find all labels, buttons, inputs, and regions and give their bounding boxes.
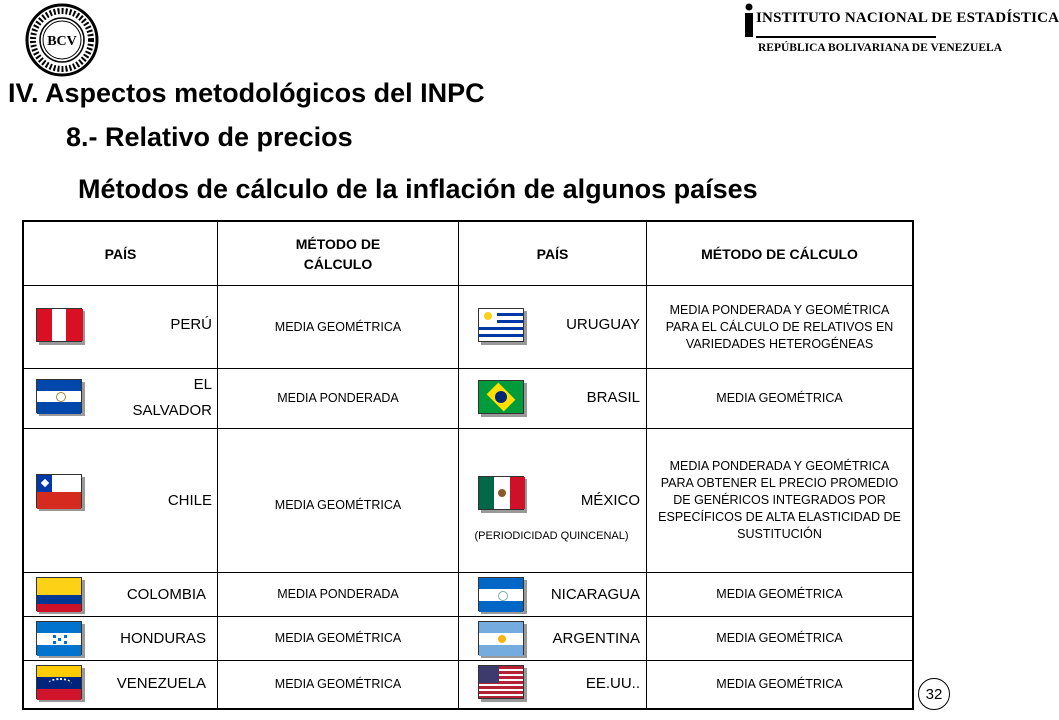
country-name: MÉXICO xyxy=(580,492,640,509)
argentina-flag-icon xyxy=(478,621,524,655)
method-value: MEDIA GEOMÉTRICA xyxy=(274,631,402,645)
nicaragua-flag-icon xyxy=(478,577,524,611)
header-country-2: PAÍS xyxy=(536,245,569,262)
section-title: 8.- Relativo de precios xyxy=(66,122,353,152)
venezuela-flag-icon xyxy=(36,665,82,699)
periodicity-note: (PERIODICIDAD QUINCENAL) xyxy=(474,530,629,542)
method-value: MEDIA PONDERADA Y GEOMÉTRICA PARA EL CÁLCULO DE RELATIVOS EN VARIEDADES HETEROGÉNEAS xyxy=(665,302,894,351)
country-name: COLOMBIA xyxy=(126,586,206,603)
bcv-logo-text: BCV xyxy=(47,34,77,49)
brazil-flag-icon xyxy=(478,380,524,414)
ine-divider xyxy=(756,36,936,38)
method-value: MEDIA GEOMÉTRICA xyxy=(716,677,843,691)
method-value: MEDIA PONDERADA Y GEOMÉTRICA PARA OBTENER EL PRECIO PROMEDIO DE GENÉRICOS INTEGRADOS POR ESPECÍFICOS DE ALTA ELASTICIDAD DE SUSTITUCIÓN xyxy=(658,459,901,541)
country-name: HONDURAS xyxy=(120,630,206,647)
country-name: NICARAGUA xyxy=(550,586,640,603)
method-value: MEDIA GEOMÉTRICA xyxy=(274,319,402,334)
honduras-flag-icon xyxy=(36,621,82,655)
method-value: MEDIA PONDERADA xyxy=(277,391,399,405)
country-name: EL SALVADOR xyxy=(132,376,212,419)
method-value: MEDIA GEOMÉTRICA xyxy=(716,587,843,601)
peru-flag-icon xyxy=(36,308,82,342)
ine-logo xyxy=(740,2,1059,68)
page-number: 32 xyxy=(918,678,950,710)
method-value: MEDIA GEOMÉTRICA xyxy=(274,677,402,691)
country-name: URUGUAY xyxy=(566,316,640,333)
page-title: IV. Aspectos metodológicos del INPC xyxy=(8,78,485,108)
table-title: Métodos de cálculo de la inflación de algunos países xyxy=(78,174,758,204)
method-value: MEDIA GEOMÉTRICA xyxy=(716,631,843,645)
country-name: BRASIL xyxy=(586,389,640,406)
method-value: MEDIA PONDERADA xyxy=(277,587,399,601)
method-value: MEDIA GEOMÉTRICA xyxy=(716,391,843,405)
country-name: EE.UU.. xyxy=(585,675,640,692)
mexico-flag-icon xyxy=(478,476,524,510)
inflation-methods-table xyxy=(22,220,914,710)
country-name: VENEZUELA xyxy=(116,675,206,692)
method-value: MEDIA GEOMÉTRICA xyxy=(274,498,402,512)
country-name: CHILE xyxy=(167,492,212,509)
chile-flag-icon xyxy=(36,474,82,508)
ine-name: INSTITUTO NACIONAL DE ESTADÍSTICA xyxy=(756,10,1059,26)
uruguay-flag-icon xyxy=(478,308,524,342)
header-country-1: PAÍS xyxy=(104,245,137,262)
header-method-2: MÉTODO DE CÁLCULO xyxy=(701,245,858,262)
country-name: PERÚ xyxy=(170,316,212,333)
usa-flag-icon xyxy=(478,665,524,699)
bcv-logo xyxy=(24,2,100,78)
country-name: ARGENTINA xyxy=(552,630,640,647)
ine-country: REPÚBLICA BOLIVARIANA DE VENEZUELA xyxy=(758,42,1003,54)
el-salvador-flag-icon xyxy=(36,379,82,413)
colombia-flag-icon xyxy=(36,577,82,611)
header-method-1: MÉTODO DE CÁLCULO xyxy=(295,235,381,272)
